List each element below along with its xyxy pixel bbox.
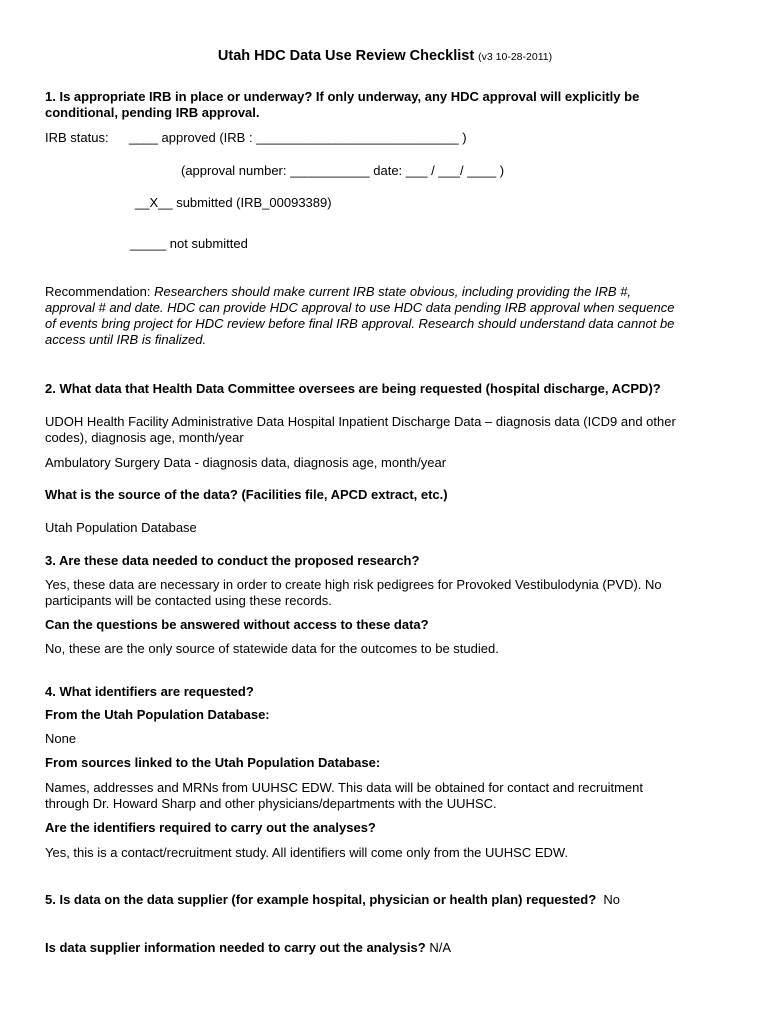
q2-answer1-line1: UDOH Health Facility Administrative Data Hospital Inpatient Discharge Data – diagnosis data (ICD9 and other <box>45 414 676 429</box>
recommendation-line1 <box>45 284 631 301</box>
q5-sub-question: Is data supplier information needed to carry out the analysis? <box>45 940 426 955</box>
recommendation-label: Recommendation: <box>45 284 155 299</box>
recommendation-line3: of events bring project for HDC review before final IRB approval. Research should understand data cannot be <box>45 316 675 331</box>
q2-question: 2. What data that Health Data Committee oversees are being requested (hospital discharge, ACPD)? <box>45 381 661 396</box>
q4-required-answer: Yes, this is a contact/recruitment study. All identifiers will come only from the UUHSC EDW. <box>45 845 569 860</box>
q4-linked-answer-line1: Names, addresses and MRNs from UUHSC EDW. This data will be obtained for contact and recruitment <box>45 780 643 795</box>
q5-sub-answer: N/A <box>429 940 451 955</box>
q2-source-question: What is the source of the data? (Facilities file, APCD extract, etc.) <box>45 487 448 502</box>
recommendation-line4: access until IRB is finalized. <box>45 332 207 347</box>
title-text: Utah HDC Data Use Review Checklist <box>217 48 475 64</box>
q1-question-line2: conditional, pending IRB approval. <box>45 105 260 120</box>
q2-source-answer: Utah Population Database <box>45 520 197 535</box>
q3-sub-answer: No, these are the only source of statewide data for the outcomes to be studied. <box>45 641 499 656</box>
q4-from-updb-answer: None <box>45 731 77 746</box>
version-label: (v3 10-28-2011) <box>478 51 553 63</box>
irb-submitted-line: __X__ submitted (IRB_00093389) <box>135 195 332 210</box>
q4-from-updb-label: From the Utah Population Database: <box>45 707 270 722</box>
irb-not-submitted-line: _____ not submitted <box>130 236 248 251</box>
page-title <box>0 48 770 66</box>
irb-approval-number-line: (approval number: ___________ date: ___ / ___/ ____ ) <box>181 163 505 178</box>
q3-question: 3. Are these data needed to conduct the proposed research? <box>45 553 420 568</box>
q4-required-question: Are the identifiers required to carry out the analyses? <box>45 820 376 835</box>
q4-question: 4. What identifiers are requested? <box>45 684 254 699</box>
irb-approved-line: ____ approved (IRB : ____________________________ ) <box>129 130 467 145</box>
q3-sub-question: Can the questions be answered without access to these data? <box>45 617 429 632</box>
q4-linked-answer-line2: through Dr. Howard Sharp and other physicians/departments with the UUHSC. <box>45 796 497 811</box>
q1-question-line1: 1. Is appropriate IRB in place or underway? If only underway, any HDC approval will explicitly be <box>45 89 640 104</box>
q3-answer-line1: Yes, these data are necessary in order to create high risk pedigrees for Provoked Vestibulodynia (PVD). No <box>45 577 662 592</box>
q5-question-row <box>45 892 620 909</box>
q5-sub-row <box>45 940 451 957</box>
recommendation-text-1: Researchers should make current IRB state obvious, including providing the IRB #, <box>154 284 632 299</box>
q3-answer-line2: participants will be contacted using these records. <box>45 593 332 608</box>
q2-answer1-line2: codes), diagnosis age, month/year <box>45 430 244 445</box>
irb-status-label: IRB status: <box>45 130 109 145</box>
q2-answer2: Ambulatory Surgery Data - diagnosis data, diagnosis age, month/year <box>45 455 447 470</box>
q4-linked-label: From sources linked to the Utah Population Database: <box>45 755 381 770</box>
q5-question: 5. Is data on the data supplier (for example hospital, physician or health plan) requested? <box>45 892 597 907</box>
recommendation-line2: approval # and date. HDC can provide HDC approval to use HDC data pending IRB approval when sequence <box>45 300 675 315</box>
q5-answer: No <box>603 892 621 907</box>
